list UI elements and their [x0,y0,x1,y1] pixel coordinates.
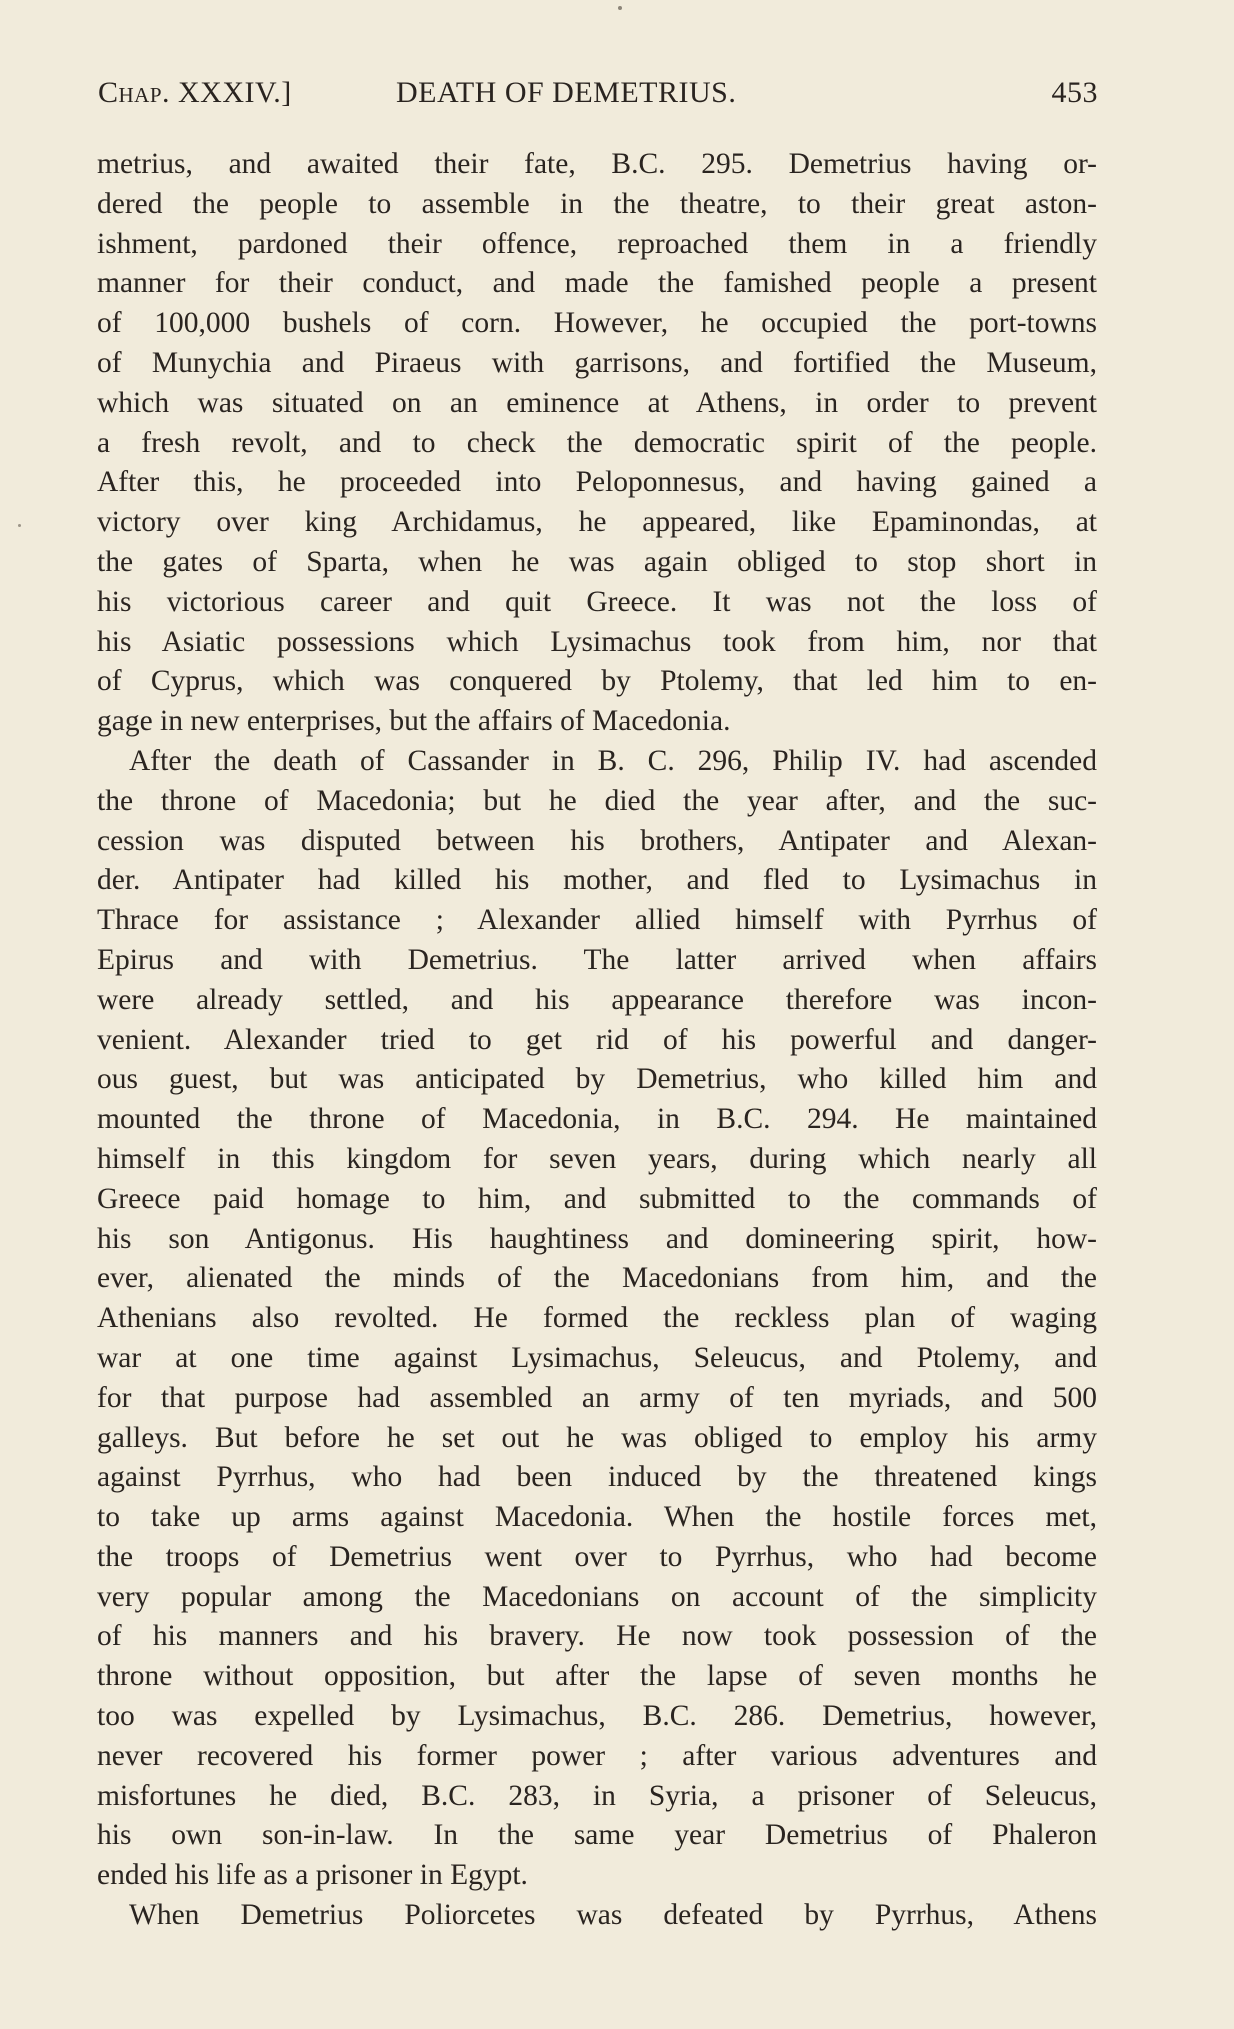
text-line: ended his life as a prisoner in Egypt. [97,1859,528,1892]
text-line: Thrace for assistance ; Alexander allied himself with Pyrrhus of [97,904,1097,937]
text-line: victory over king Archidamus, he appeared, like Epaminondas, at [97,506,1097,539]
text-line: cession was disputed between his brothers, Antipater and Alexan- [97,824,1097,857]
text-line: a fresh revolt, and to check the democratic spirit of the people. [97,426,1097,459]
text-line: gage in new enterprises, but the affairs of Macedonia. [97,705,731,738]
text-line: were already settled, and his appearance therefore was incon- [97,983,1097,1016]
text-line: the throne of Macedonia; but he died the year after, and the suc- [97,784,1097,817]
text-line: which was situated on an eminence at Athens, in order to prevent [97,386,1097,419]
text-line: dered the people to assemble in the theatre, to their great aston- [97,187,1097,220]
text-line: the gates of Sparta, when he was again obliged to stop short in [97,545,1097,578]
text-line: himself in this kingdom for seven years, during which nearly all [97,1142,1097,1175]
text-line: of Munychia and Piraeus with garrisons, and fortified the Museum, [97,346,1097,379]
paragraph-start-line: After the death of Cassander in B. C. 296, Philip IV. had ascended [129,744,1097,777]
text-line: of his manners and his bravery. He now took possession of the [97,1620,1097,1653]
text-line: his Asiatic possessions which Lysimachus took from him, nor that [97,625,1097,658]
text-line: against Pyrrhus, who had been induced by the threatened kings [97,1461,1097,1494]
text-line: Greece paid homage to him, and submitted to the commands of [97,1182,1097,1215]
text-line: to take up arms against Macedonia. When the hostile forces met, [97,1501,1097,1534]
text-line: too was expelled by Lysimachus, B.C. 286. Demetrius, however, [97,1700,1097,1733]
text-line: ever, alienated the minds of the Macedonians from him, and the [97,1262,1097,1295]
text-line: metrius, and awaited their fate, B.C. 295. Demetrius having or- [97,148,1097,180]
body-text [97,145,1097,1936]
text-line: After this, he proceeded into Peloponnesus, and having gained a [97,466,1097,499]
chapter-label: Chap. XXXIV.] [98,76,292,109]
text-line: for that purpose had assembled an army of ten myriads, and 500 [97,1381,1097,1414]
text-line: the troops of Demetrius went over to Pyrrhus, who had become [97,1540,1097,1573]
text-line: manner for their conduct, and made the famished people a present [97,267,1097,300]
text-line: Epirus and with Demetrius. The latter arrived when affairs [97,943,1097,976]
text-line: Athenians also revolted. He formed the reckless plan of waging [97,1302,1097,1335]
paragraph-start-line: When Demetrius Poliorcetes was defeated by Pyrrhus, Athens [129,1899,1097,1932]
text-line: his victorious career and quit Greece. It was not the loss of [97,585,1097,618]
text-line: his own son-in-law. In the same year Demetrius of Phaleron [97,1819,1097,1852]
text-line: never recovered his former power ; after various adventures and [97,1739,1097,1772]
text-line: his son Antigonus. His haughtiness and domineering spirit, how- [97,1222,1097,1255]
running-head [98,76,1098,116]
text-line: galleys. But before he set out he was obliged to employ his army [97,1421,1097,1454]
text-line: war at one time against Lysimachus, Seleucus, and Ptolemy, and [97,1341,1097,1374]
running-title: DEATH OF DEMETRIUS. [396,76,737,109]
text-line: der. Antipater had killed his mother, and fled to Lysimachus in [97,864,1097,897]
print-speck [618,6,622,10]
text-line: mounted the throne of Macedonia, in B.C. 294. He maintained [97,1103,1097,1136]
margin-speck [18,524,21,527]
text-line: ous guest, but was anticipated by Demetrius, who killed him and [97,1063,1097,1096]
text-line: throne without opposition, but after the lapse of seven months he [97,1660,1097,1693]
page-number: 453 [1051,76,1098,109]
text-line: venient. Alexander tried to get rid of his powerful and danger- [97,1023,1097,1056]
text-line: ishment, pardoned their offence, reproached them in a friendly [97,227,1097,260]
text-line: of Cyprus, which was conquered by Ptolemy, that led him to en- [97,665,1097,698]
text-line: misfortunes he died, B.C. 283, in Syria, a prisoner of Seleucus, [97,1779,1097,1812]
text-line: very popular among the Macedonians on account of the simplicity [97,1580,1097,1613]
text-line: of 100,000 bushels of corn. However, he occupied the port-towns [97,307,1097,340]
